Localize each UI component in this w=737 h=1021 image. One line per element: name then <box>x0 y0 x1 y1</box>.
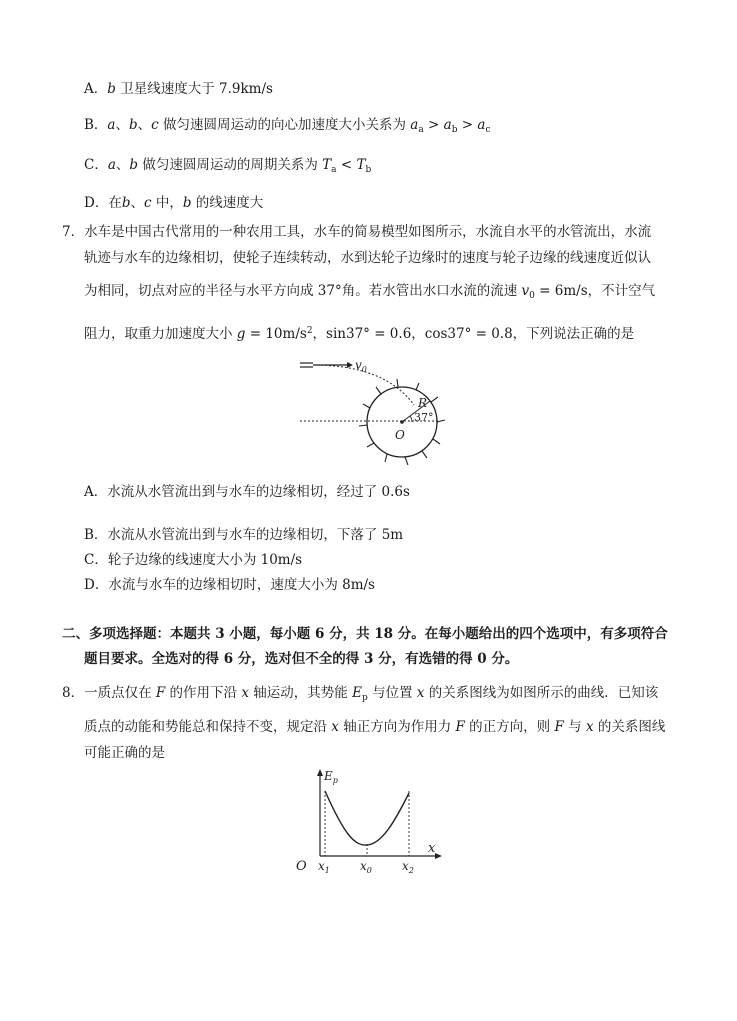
q6-option-c: C．a、b 做匀速圆周运动的周期关系为 $T_a < T_b$ <box>84 157 372 175</box>
origin-label: O <box>296 859 307 874</box>
radius-label: R <box>418 396 428 410</box>
q6-option-d: D．在b、c 中，b 的线速度大 <box>84 195 264 211</box>
y-axis-arrowhead <box>317 769 323 776</box>
x-axis-label: x <box>428 841 436 856</box>
q7-line-4: 阻力，取重力加速度大小 $g = 10m/s^2$，sin37° = 0.6，cos37° = 0.8，下列说法正确的是 <box>84 326 635 342</box>
q7-option-d: D．水流与水车的边缘相切时，速度大小为 8m/s <box>84 577 375 593</box>
v0-label: $v_0$ <box>355 358 367 374</box>
x1-label: $x_1$ <box>318 859 330 875</box>
section-2-heading-line-1: 二、多项选择题：本题共 3 小题，每小题 6 分，共 18 分。在每小题给出的四个选项中，有多项符合 <box>62 626 668 642</box>
q7-option-c: C．轮子边缘的线速度大小为 10m/s <box>84 552 303 568</box>
y-axis-label: $E_p$ <box>324 769 338 785</box>
q8-line-3: 可能正确的是 <box>84 745 165 761</box>
q8-line-2: 质点的动能和势能总和保持不变，规定沿 x 轴正方向为作用力 F 的正方向，则 F 与 x 的关系图线 <box>84 719 666 735</box>
v0-arrowhead <box>347 362 353 368</box>
q7-option-a: A．水流从水管流出到与水车的边缘相切，经过了 0.6s <box>84 484 410 500</box>
potential-energy-graph <box>290 766 450 876</box>
section-2-heading-line-2: 题目要求。全选对的得 6 分，选对但不全的得 3 分，有选错的得 0 分。 <box>84 651 519 667</box>
q6-option-a: A．b 卫星线速度大于 7.9km/s <box>84 81 273 97</box>
q6-option-b: B．a、b、c 做匀速圆周运动的向心加速度大小关系为 $a_a > a_b > a_c$ <box>84 117 491 135</box>
q7-line-1: 7．水车是中国古代常用的一种农用工具，水车的简易模型如图所示，水流自水平的水管流出，水流 <box>62 224 652 240</box>
q7-line-3: 为相同，切点对应的半径与水平方向成 37°角。若水管出水口水流的流速 $v_0 = 6m/s$，不计空气 <box>84 283 656 301</box>
x-axis-arrowhead <box>435 853 442 859</box>
waterwheel-figure <box>295 355 455 470</box>
q7-option-b: B．水流从水管流出到与水车的边缘相切，下落了 5m <box>84 527 404 543</box>
angle-label: 37° <box>414 411 434 424</box>
angle-arc <box>410 416 412 422</box>
center-point <box>400 420 404 424</box>
ep-curve <box>325 791 409 845</box>
x2-label: $x_2$ <box>402 859 414 875</box>
center-label: O <box>395 428 405 442</box>
q8-line-1: 8．一质点仅在 F 的作用下沿 x 轴运动，其势能 $E_p$ 与位置 x 的关系图线为如图所示的曲线．已知该 <box>62 685 659 703</box>
x0-label: $x_0$ <box>360 859 372 875</box>
q7-line-2: 轨迹与水车的边缘相切，使轮子连续转动，水到达轮子边缘时的速度与轮子边缘的线速度近似认 <box>84 250 651 266</box>
